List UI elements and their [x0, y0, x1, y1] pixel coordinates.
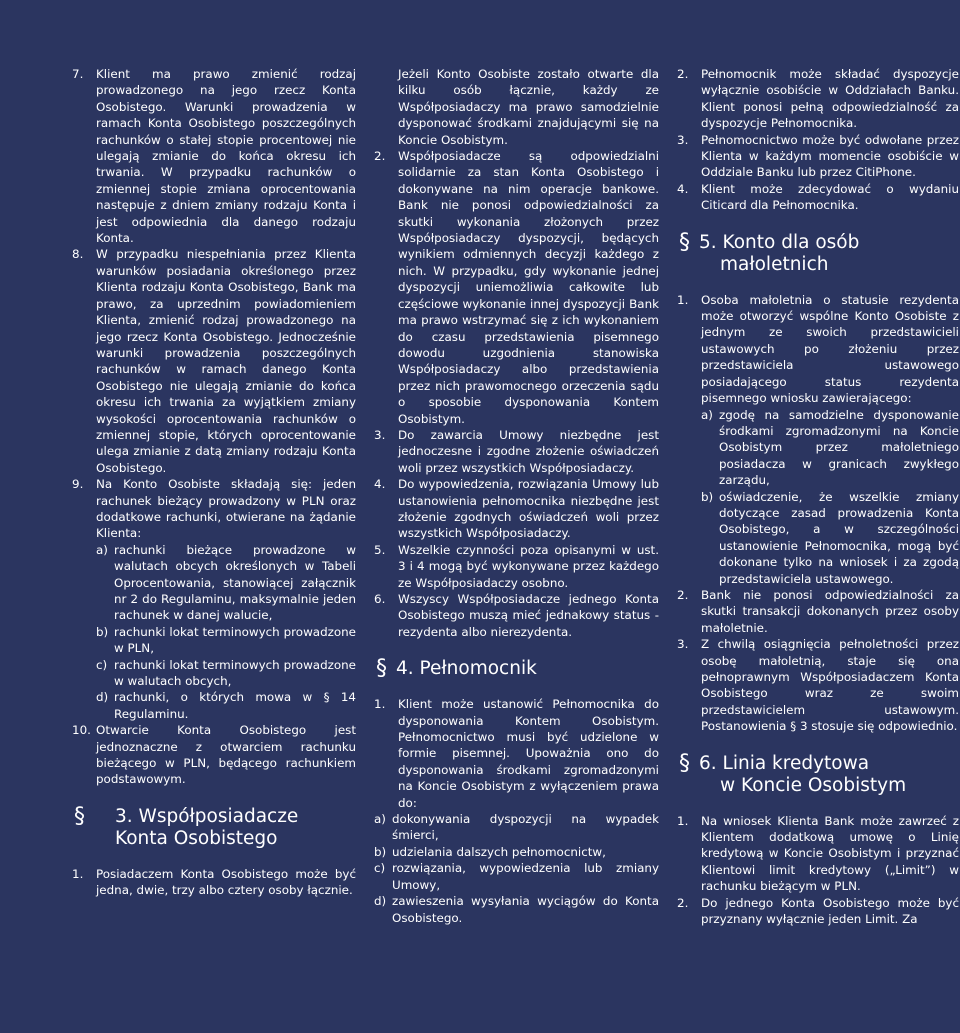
list-item: 2. Do jednego Konta Osobistego może być przyznany wyłącznie jeden Limit. Za [677, 895, 959, 927]
list-item: 7. Klient ma prawo zmienić rodzaj prowadzonego na jego rzecz Konta Osobistego. Warunki prowadzenia w ramach Konta Osobistego poszczególnych rachunków o stałej stopie procentowej nie ulegają zmianie do końca okresu ich trwania. W przypadku rachunków o zmiennej stopie zmiana oprocentowania następuje z dniem zmiany rodzaju Konta i jest odpowiednia dla danego rodzaju Konta. [72, 67, 356, 246]
sub-list-item: a) rachunki bieżące prowadzone w walutach obcych określonych w Tabeli Oprocentowania, stanowiącej załącznik nr 2 do Regulaminu, maksymalnie jeden rachunek w danej walucie, [96, 542, 356, 623]
list-item: 1. Osoba małoletnia o statusie rezydenta może otworzyć wspólne Konto Osobiste z jednym ze swoich przedstawicieli ustawowych po złożeniu przez przedstawiciela ustawowego posiadającego status rezydenta pisemnego wniosku zawierającego: a) zgodę na samodzielne dysponowanie środkami zgromadzonymi na Koncie Osobistym przez małoletniego posiadacza w granicach zwykłego zarządu, b) oświadczenie, że wszelkie zmiany dotyczące zasad prowadzenia Konta Osobistego, a w szczególności ustanowienie Pełnomocnika, mogą być dokonane tylko na wniosek i za zgodą przedstawiciela ustawowego. [677, 292, 959, 586]
list-item: 2. Współposiadacze są odpowiedzialni solidarnie za stan Konta Osobistego i dokonywane na nim operacje bankowe. Bank nie ponosi odpowiedzialności za skutki wykonania złożonych przez Współposiadaczy dyspozycji, będących wynikiem odmiennych decyzji każdego z nich. W przypadku, gdy wykonanie jednej dyspozycji uniemożliwia całkowite lub częściowe wykonanie innej dyspozycji Bank ma prawo wstrzymać się z ich wykonaniem do czasu przedstawienia pisemnego dowodu uzgodnienia stanowiska Współposiadaczy albo przedstawienia przez nich prawomocnego orzeczenia sądu o sposobie dysponowania Kontem Osobistym. [374, 149, 659, 426]
sub-list [96, 542, 356, 722]
list-item: 8. W przypadku niespełniania przez Klienta warunków posiadania określonego przez Klienta rodzaju Konta Osobistego, Bank ma prawo, za uprzednim powiadomieniem Klienta, zmienić rodzaj prowadzonego na jego rzecz Konta Osobistego. Jednocześnie warunki prowadzenia poszczególnych rachunków w ramach danego Konta Osobistego nie ulegają zmianie do końca okresu ich trwania za wyjątkiem zmiany wysokości oprocentowania rachunków o zmiennej stopie, których oprocentowanie ulega zmianie z datą zmiany rodzaju Konta Osobistego. [72, 247, 356, 475]
sub-list [701, 407, 959, 587]
list-item: 2. Bank nie ponosi odpowiedzialności za skutki transakcji dokonanych przez osoby małoletnie. [677, 587, 959, 635]
section-heading-5: § 5. Konto dla osób małoletnich [679, 229, 860, 275]
sub-list [374, 811, 659, 926]
sub-list-item: d) zawieszenia wysyłania wyciągów do Konta Osobistego. [374, 894, 659, 925]
sub-list-item: a) zgodę na samodzielne dysponowanie środkami zgromadzonymi na Koncie Osobistym przez małoletniego posiadacza w granicach zwykłego zarządu, [701, 407, 959, 488]
section-heading-4: § 4. Pełnomocnik [376, 656, 537, 682]
list-item: 5. Wszelkie czynności poza opisanymi w ust. 3 i 4 mogą być wykonywane przez każdego ze Współposiadaczy osobno. [374, 542, 659, 590]
list-item: 6. Wszyscy Współposiadacze jednego Konta Osobistego muszą mieć jednakowy status - rezydenta albo nierezydenta. [374, 592, 659, 639]
list-item: 3. Z chwilą osiągnięcia pełnoletności przez osobę małoletnią, staje się ona pełnoprawnym Współposiadaczem Konta Osobistego wraz ze swoim przedstawicielem ustawowym. Postanowienia § 3 stosuje się odpowiednio. [677, 637, 959, 734]
column-1 [72, 66, 356, 899]
list-item: 1. Klient może ustanowić Pełnomocnika do dysponowania Kontem Osobistym. Pełnomocnictwo musi być udzielone w formie pisemnej. Upoważnia ono do dysponowania środkami zgromadzonymi na Koncie Osobistym z wyłączeniem prawa do: a) dokonywania dyspozycji na wypadek śmierci, b) udzielania dalszych pełnomocnictw, c) rozwiązania, wypowiedzenia lub zmiany Umowy, d) zawieszenia wysyłania wyciągów do Konta Osobistego. [374, 697, 659, 925]
sub-list-item: a) dokonywania dyspozycji na wypadek śmierci, [374, 812, 659, 843]
sub-list-item: b) udzielania dalszych pełnomocnictw, [374, 844, 606, 859]
sub-list-item: d) rachunki, o których mowa w § 14 Regulaminu. [96, 690, 356, 721]
column-2 [374, 66, 659, 926]
list-item: 3. Pełnomocnictwo może być odwołane przez Klienta w każdym momencie osobiście w Oddziale Banku lub przez CitiPhone. [677, 132, 959, 180]
section-heading-3: § 3. Współposiadacze Konta Osobistego [74, 803, 299, 849]
list-item: 1. Posiadaczem Konta Osobistego może być jedna, dwie, trzy albo cztery osoby łącznie. [72, 866, 356, 898]
sub-list-item: c) rozwiązania, wypowiedzenia lub zmiany Umowy, [374, 861, 659, 892]
sub-list-item: b) oświadczenie, że wszelkie zmiany dotyczące zasad prowadzenia Konta Osobistego, a w szczególności ustanowienie Pełnomocnika, mogą być dokonane tylko na wniosek i za zgodą przedstawiciela ustawowego. [701, 489, 959, 586]
list-item: 2. Pełnomocnik może składać dyspozycje wyłącznie osobiście w Oddziałach Banku. Klient ponosi pełną odpowiedzialność za dyspozycje Pełnomocnika. [677, 67, 959, 131]
list-item: 4. Klient może zdecydować o wydaniu Citicard dla Pełnomocnika. [677, 181, 959, 213]
list-item: 1. Na wniosek Klienta Bank może zawrzeć z Klientem dodatkową umowę o Linię kredytową w Koncie Osobistym i przyznać Klientowi limit kredytowy („Limit”) w rachunku bieżącym w PLN. [677, 813, 959, 894]
sub-list-item: b) rachunki lokat terminowych prowadzone w PLN, [96, 624, 356, 656]
list-item: 10. Otwarcie Konta Osobistego jest jednoznaczne z otwarciem rachunku bieżącego w PLN, będącego rachunkiem podstawowym. [72, 723, 356, 787]
list-item: 4. Do wypowiedzenia, rozwiązania Umowy lub ustanowienia pełnomocnika niezbędne jest złożenie zgodnych oświadczeń woli przez wszystkich Współposiadaczy. [374, 477, 659, 541]
section-heading-6: § 6. Linia kredytowa w Koncie Osobistym [679, 750, 907, 796]
sub-list-item: c) rachunki lokat terminowych prowadzone w walutach obcych, [96, 657, 356, 689]
list-item: 9. Na Konto Osobiste składają się: jeden rachunek bieżący prowadzony w PLN oraz dodatkowe rachunki, otwierane na żądanie Klienta: a) rachunki bieżące prowadzone w walutach obcych określonych w Tabeli Oprocentowania, stanowiącej załącznik nr 2 do Regulaminu, maksymalnie jeden rachunek w danej walucie, b) rachunki lokat terminowych prowadzone w PLN, c) rachunki lokat terminowych prowadzone w walutach obcych, d) rachunki, o których mowa w § 14 Regulaminu. [72, 477, 356, 721]
list-item-continued: Jeżeli Konto Osobiste zostało otwarte dla kilku osób łącznie, każdy ze Współposiadaczy ma prawo samodzielnie dysponować środkami znajdującymi się na Koncie Osobistym. [398, 67, 659, 147]
column-3 [677, 66, 959, 927]
list-item: 3. Do zawarcia Umowy niezbędne jest jednoczesne i zgodne złożenie oświadczeń woli przez wszystkich Współposiadaczy. [374, 427, 659, 475]
